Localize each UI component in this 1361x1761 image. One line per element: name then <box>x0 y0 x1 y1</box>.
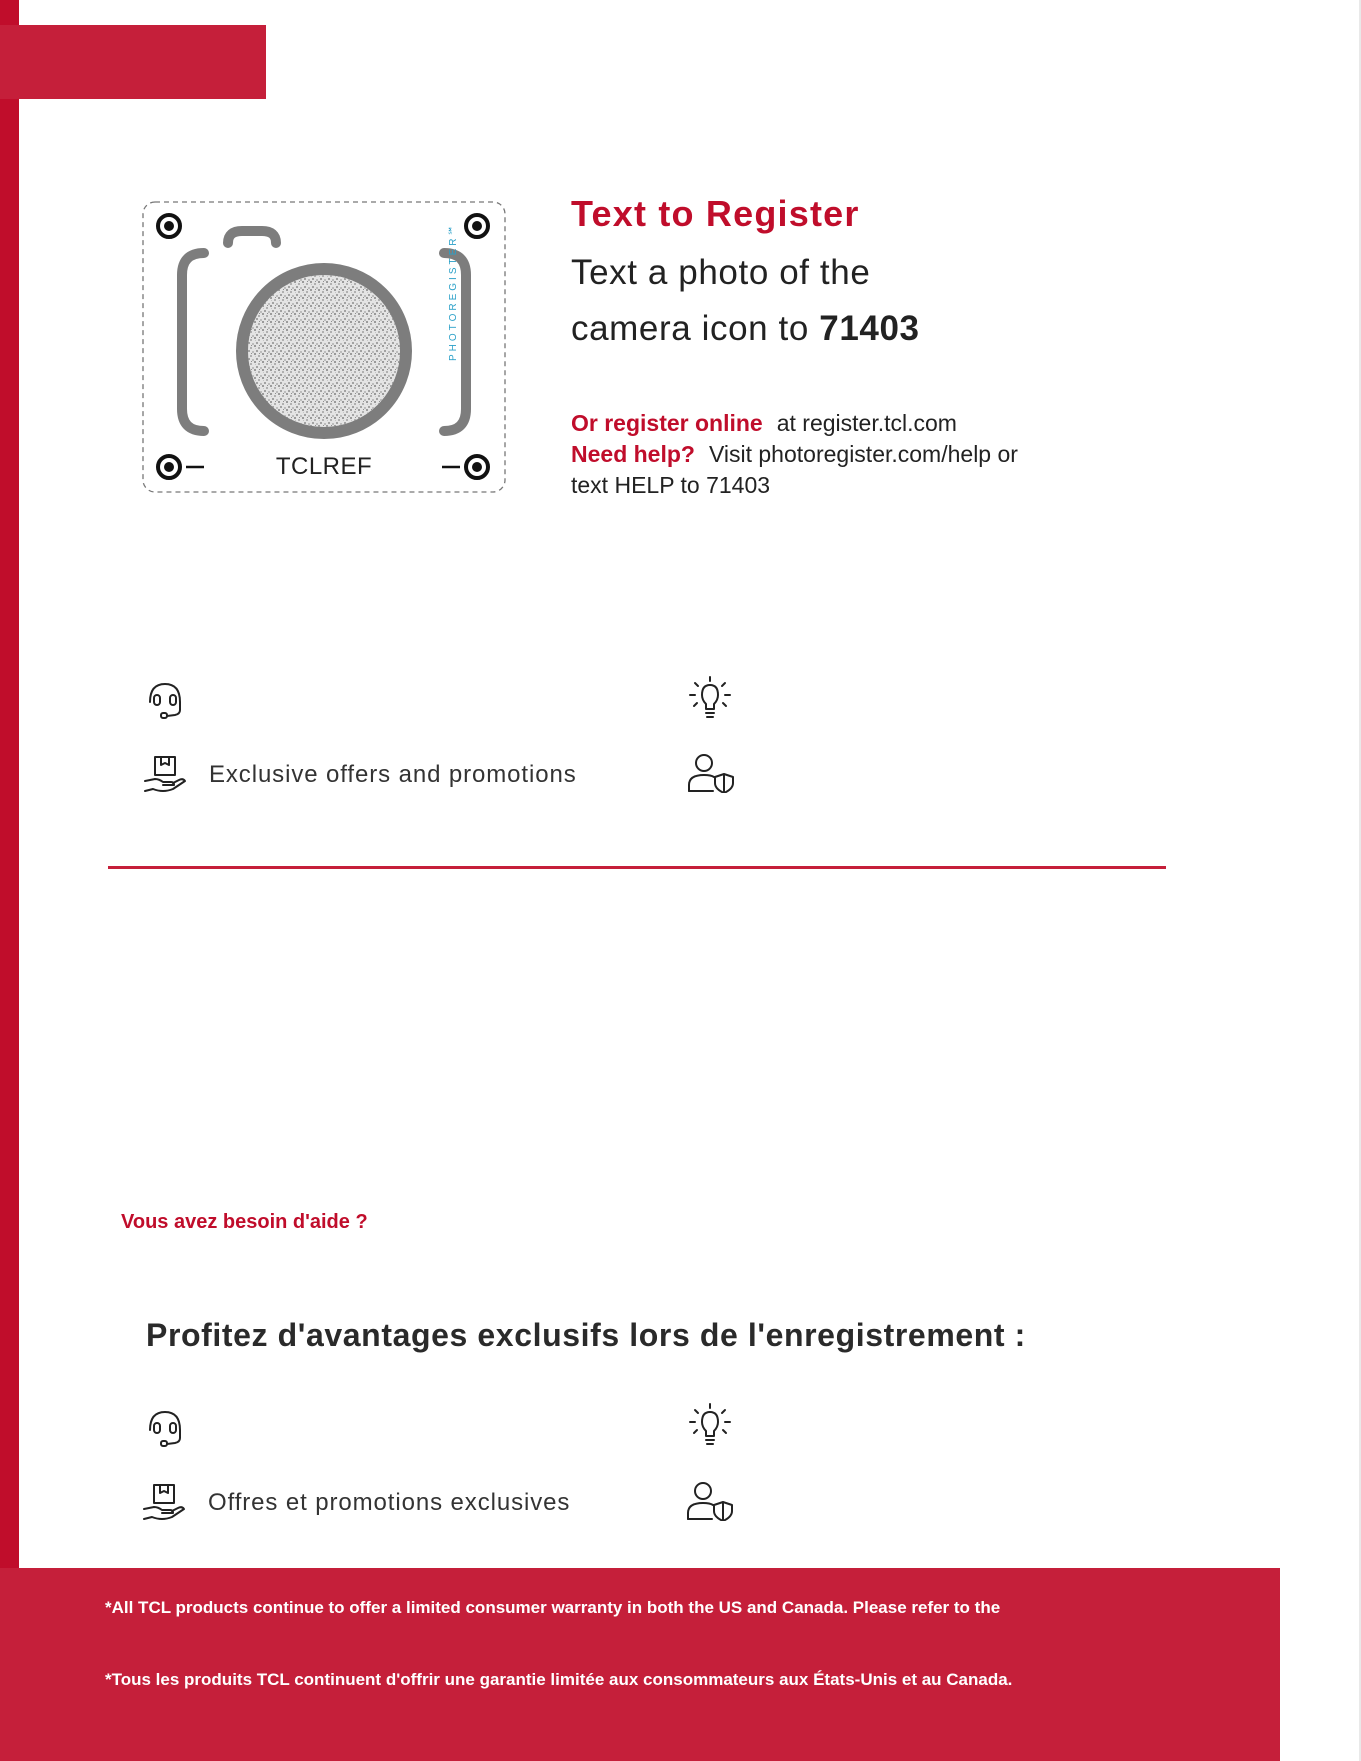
lightbulb-icon <box>686 675 734 721</box>
register-online-label: Or register online <box>571 410 763 436</box>
photoregister-mark: PHOTOREGISTER℠ <box>448 222 459 361</box>
fr-benefit-exclusive-offers: Offres et promotions exclusives <box>208 1489 571 1516</box>
register-online-url[interactable]: at register.tcl.com <box>776 410 957 436</box>
register-online-line <box>571 410 957 437</box>
register-instruction-line1: Text a photo of the <box>571 253 871 292</box>
gift-box-hand-icon <box>142 1483 186 1523</box>
camera-card <box>142 201 506 493</box>
user-shield-icon <box>687 753 735 793</box>
need-help-text[interactable]: Visit photoregister.com/help or <box>708 441 1018 467</box>
fr-help-label: Vous avez besoin d'aide ? <box>121 1211 368 1233</box>
camera-card-label: TCLREF <box>275 453 373 480</box>
need-help-label: Need help? <box>571 441 695 467</box>
gift-box-hand-icon <box>143 755 187 795</box>
user-shield-icon <box>686 1481 734 1521</box>
benefit-exclusive-offers: Exclusive offers and promotions <box>209 761 577 788</box>
warranty-footer <box>0 1568 1280 1761</box>
need-help-line2: text HELP to 71403 <box>571 472 771 498</box>
headset-icon <box>144 1406 186 1448</box>
top-red-tab <box>0 25 266 99</box>
warranty-note-fr: *Tous les produits TCL continuent d'offrir une garantie limitée aux consommateurs aux États-Unis et au Canada. <box>105 1670 1013 1689</box>
register-instruction-line2: camera icon to 71403 <box>571 309 920 348</box>
headset-icon <box>144 678 186 720</box>
fr-benefits-heading: Profitez d'avantages exclusifs lors de l'enregistrement : <box>146 1317 1026 1353</box>
register-title: Text to Register <box>571 193 860 234</box>
need-help-line <box>571 441 1018 468</box>
shortcode-number: 71403 <box>819 309 920 348</box>
lightbulb-icon <box>686 1402 734 1448</box>
warranty-note-en: *All TCL products continue to offer a limited consumer warranty in both the US and Canada. Please refer to the <box>105 1598 1001 1617</box>
left-accent-bar <box>0 0 19 1761</box>
section-divider <box>108 866 1166 869</box>
